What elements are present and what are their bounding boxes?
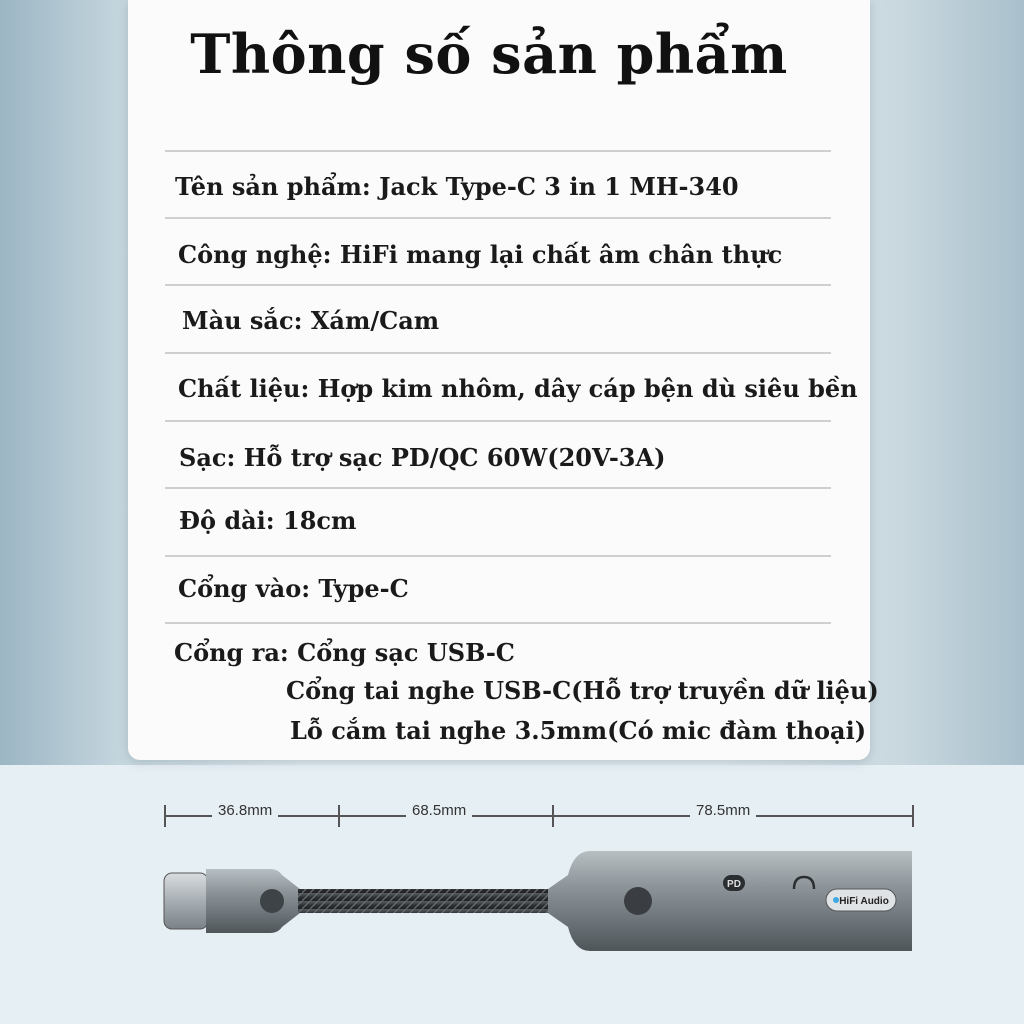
- dimension-label-2: 68.5mm: [406, 802, 472, 819]
- spec-input-port: Cổng vào: Type-C: [178, 574, 409, 603]
- spec-product-name: Tên sản phẩm: Jack Type-C 3 in 1 MH-340: [175, 172, 739, 201]
- divider: [165, 622, 831, 624]
- divider: [165, 217, 831, 219]
- spec-charging: Sạc: Hỗ trợ sạc PD/QC 60W(20V-3A): [179, 443, 666, 472]
- page-title: Thông số sản phẩm: [190, 22, 788, 86]
- dimension-bar: [160, 795, 920, 835]
- spec-color: Màu sắc: Xám/Cam: [182, 306, 440, 335]
- hifi-label: HiFi Audio: [839, 896, 889, 907]
- led-indicator-icon: [833, 897, 839, 903]
- braided-cable: [298, 889, 548, 913]
- spec-material: Chất liệu: Hợp kim nhôm, dây cáp bện dù siêu bền: [178, 374, 858, 403]
- dimension-label-1: 36.8mm: [212, 802, 278, 819]
- dimension-tick: [912, 805, 914, 827]
- divider: [165, 420, 831, 422]
- spec-output-port-line2: Cổng tai nghe USB-C(Hỗ trợ truyền dữ liệu): [286, 676, 879, 705]
- spec-length: Độ dài: 18cm: [179, 506, 357, 535]
- divider: [165, 284, 831, 286]
- divider: [165, 487, 831, 489]
- divider: [165, 150, 831, 152]
- product-image: [150, 845, 930, 965]
- left-housing: [206, 869, 300, 933]
- divider: [165, 352, 831, 354]
- dimension-label-3: 78.5mm: [690, 802, 756, 819]
- audio-jack-hole: [624, 887, 652, 915]
- spec-technology: Công nghệ: HiFi mang lại chất âm chân thực: [178, 240, 783, 269]
- spec-output-port-line1: Cổng ra: Cổng sạc USB-C: [174, 638, 515, 667]
- spec-output-port-line3: Lỗ cắm tai nghe 3.5mm(Có mic đàm thoại): [290, 716, 867, 745]
- left-housing-hole: [260, 889, 284, 913]
- usb-c-plug: [164, 873, 208, 929]
- divider: [165, 555, 831, 557]
- spec-card: [128, 0, 879, 760]
- pd-label: PD: [727, 879, 741, 890]
